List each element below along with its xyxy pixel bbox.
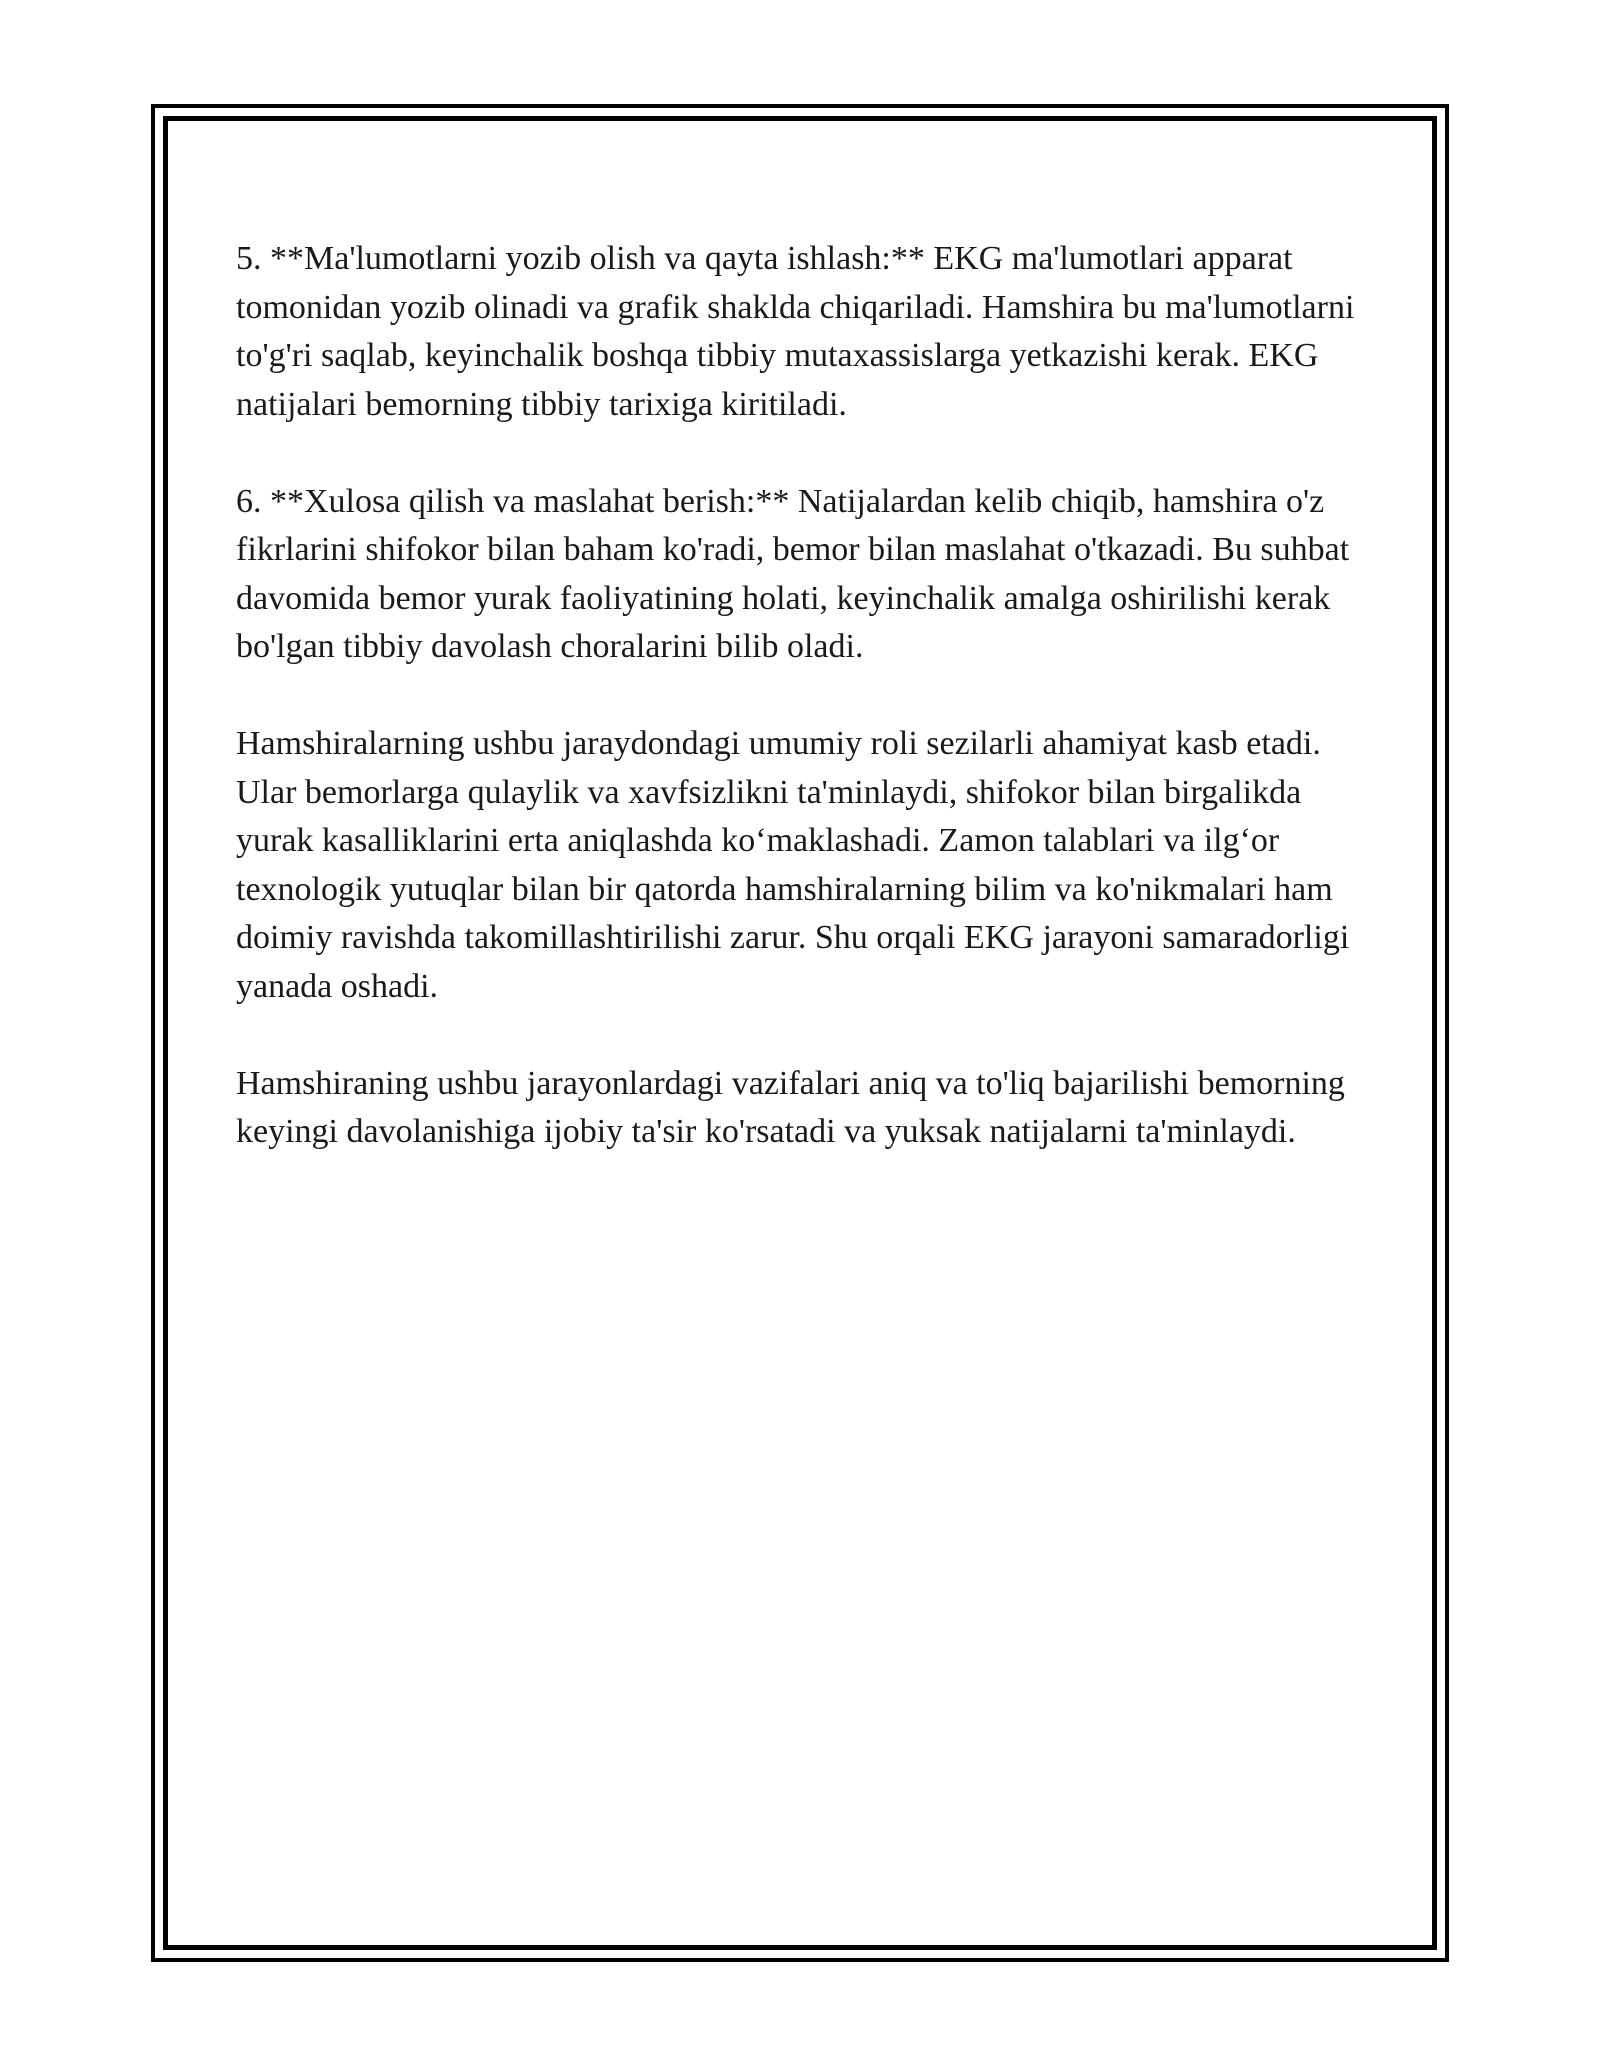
paragraph-nurse-duties: Hamshiraning ushbu jarayonlardagi vazifalari aniq va to'liq bajarilishi bemorning keyingi davolanishiga ijobiy ta'sir ko'rsatadi va yuksak natijalarni ta'minlaydi.	[236, 1064, 1345, 1150]
paragraph-conclusion-advice: 6. **Xulosa qilish va maslahat berish:** Natijalardan kelib chiqib, hamshira o'z fikrlarini shifokor bilan baham ko'radi, bemor bilan maslahat o'tkazadi. Bu suhbat davomida bemor yurak faoliyatining holati, keyinchalik amalga oshirilishi kerak bo'lgan tibbiy davolash choralarini bilib oladi.	[236, 482, 1350, 665]
document-body	[236, 235, 1376, 1205]
paragraph-nurse-role: Hamshiralarning ushbu jaraydondagi umumiy roli sezilarli ahamiyat kasb etadi. Ular bemorlarga qulaylik va xavfsizlikni ta'minlaydi, shifokor bilan birgalikda yurak kasalliklarini erta aniqlashda koʻmaklashadi. Zamon talablari va ilgʻor texnologik yutuqlar bilan bir qatorda hamshiralarning bilim va ko'nikmalari ham doimiy ravishda takomillashtirilishi zarur. Shu orqali EKG jarayoni samaradorligi yanada oshadi.	[236, 725, 1350, 1005]
paragraph-data-recording: 5. **Ma'lumotlarni yozib olish va qayta ishlash:** EKG ma'lumotlari apparat tomonidan yozib olinadi va grafik shaklda chiqariladi. Hamshira bu ma'lumotlarni to'g'ri saqlab, keyinchalik boshqa tibbiy mutaxassislarga yetkazishi kerak. EKG natijalari bemorning tibbiy tarixiga kiritiladi.	[236, 240, 1355, 423]
